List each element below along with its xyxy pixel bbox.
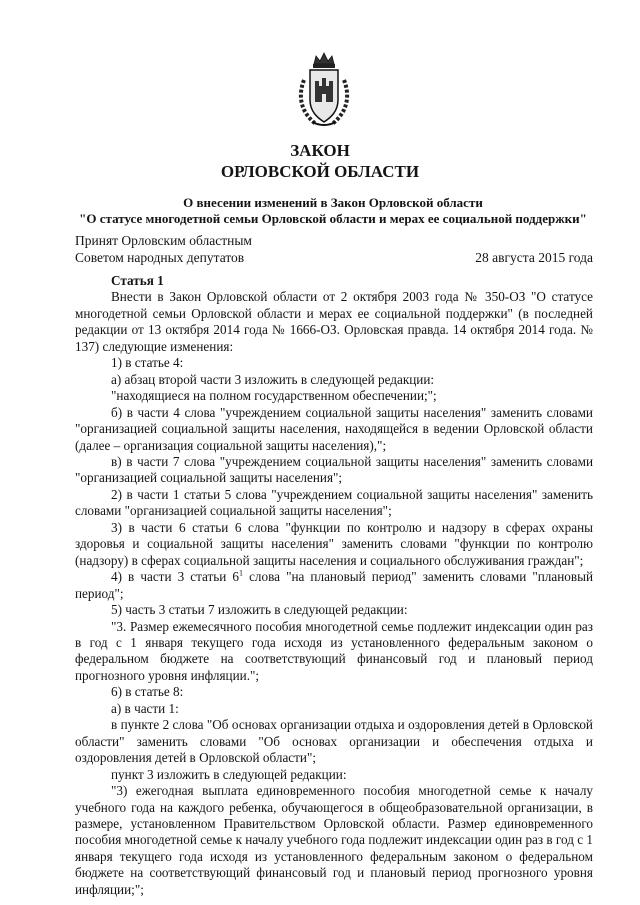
paragraph: пункт 3 изложить в следующей редакции: bbox=[111, 766, 347, 782]
paragraph-text: слова "на плановый период" заменить словами "плановый период"; bbox=[75, 569, 594, 601]
paragraph: "находящиеся на полном государственном обеспечении;"; bbox=[111, 388, 437, 404]
region-title: ОРЛОВСКОЙ ОБЛАСТИ bbox=[220, 162, 420, 181]
coat-of-arms-emblem bbox=[294, 50, 354, 130]
paragraph: "3) ежегодная выплата единовременного пособия многодетной семье к началу учебного года на каждого ребенка, обучающегося в общеобразовательной организации, в размере, установленном Правительством Орловской области. Размер единовременного пособия многодетной семье к началу учебного года подлежит индексации один раз в год с 1 января текущего года исходя из установленного федеральным законом о федеральном бюджете на соответствующий финансовый год и плановый период прогнозного уровня инфляции;"; bbox=[75, 783, 593, 897]
paragraph: в) в части 7 слова "учреждением социальной защиты населения" заменить словами "организацией социальной защиты населения"; bbox=[75, 453, 593, 486]
adoption-line1: Принят Орловским областным bbox=[75, 233, 252, 248]
adoption-block bbox=[75, 232, 252, 266]
paragraph: "3. Размер ежемесячного пособия многодетной семье подлежит индексации один раз в год с 1 января текущего года исходя из установленного федеральным законом о федеральном бюджете на соответствующий финансовый год и плановый период прогнозного уровня инфляции."; bbox=[75, 618, 593, 683]
law-title: ЗАКОН bbox=[290, 141, 350, 160]
paragraph-text: 4) в части 3 статьи 6 bbox=[111, 569, 240, 585]
article-heading: Статья 1 bbox=[111, 273, 164, 288]
paragraph: 6) в статье 8: bbox=[111, 684, 184, 700]
paragraph: 3) в части 6 статьи 6 слова "функции по контролю и надзору в сферах охраны здоровья и социальной защиты населения" заменить словами "функции по контролю (надзору) в сферах социальной защиты населения и социального обслуживания граждан"; bbox=[75, 519, 593, 568]
paragraph: 5) часть 3 статьи 7 изложить в следующей редакции: bbox=[111, 602, 408, 618]
paragraph: 2) в части 1 статьи 5 слова "учреждением социальной защиты населения" заменить словами "организацией социальной защиты населения"; bbox=[75, 486, 593, 519]
paragraph: а) в части 1: bbox=[111, 700, 179, 716]
paragraph: б) в части 4 слова "учреждением социальной защиты населения" заменить словами "организацией социальной защиты населения, находящейся в ведении Орловской области (далее – организация социальной защиты населения),"; bbox=[75, 404, 593, 453]
paragraph: в пункте 2 слова "Об основах организации отдыха и оздоровления детей в Орловской области" заменить словами "Об основах организации и обеспечения отдыха и оздоровления детей в Орловской области"; bbox=[75, 717, 593, 766]
paragraph: 1) в статье 4: bbox=[111, 355, 184, 371]
law-subtitle-line1: О внесении изменений в Закон Орловской области bbox=[183, 195, 483, 210]
adoption-line2: Советом народных депутатов bbox=[75, 250, 245, 265]
article-body bbox=[75, 273, 593, 898]
superscript: 1 bbox=[239, 568, 244, 578]
paragraph: а) абзац второй части 3 изложить в следующей редакции: bbox=[111, 371, 435, 387]
paragraph: Внести в Закон Орловской области от 2 октября 2003 года № 350-ОЗ "О статусе многодетной семьи Орловской области и мерах ее социальной поддержки" (в последней редакции от 13 октября 2014 года № 1666-ОЗ. Орловская правда. 14 октября 2014 года. № 137) следующие изменения: bbox=[75, 289, 593, 354]
law-subtitle-line2: "О статусе многодетной семьи Орловской области и мерах ее социальной поддержки" bbox=[79, 211, 587, 226]
adoption-date: 28 августа 2015 года bbox=[475, 250, 593, 265]
paragraph bbox=[75, 569, 593, 602]
